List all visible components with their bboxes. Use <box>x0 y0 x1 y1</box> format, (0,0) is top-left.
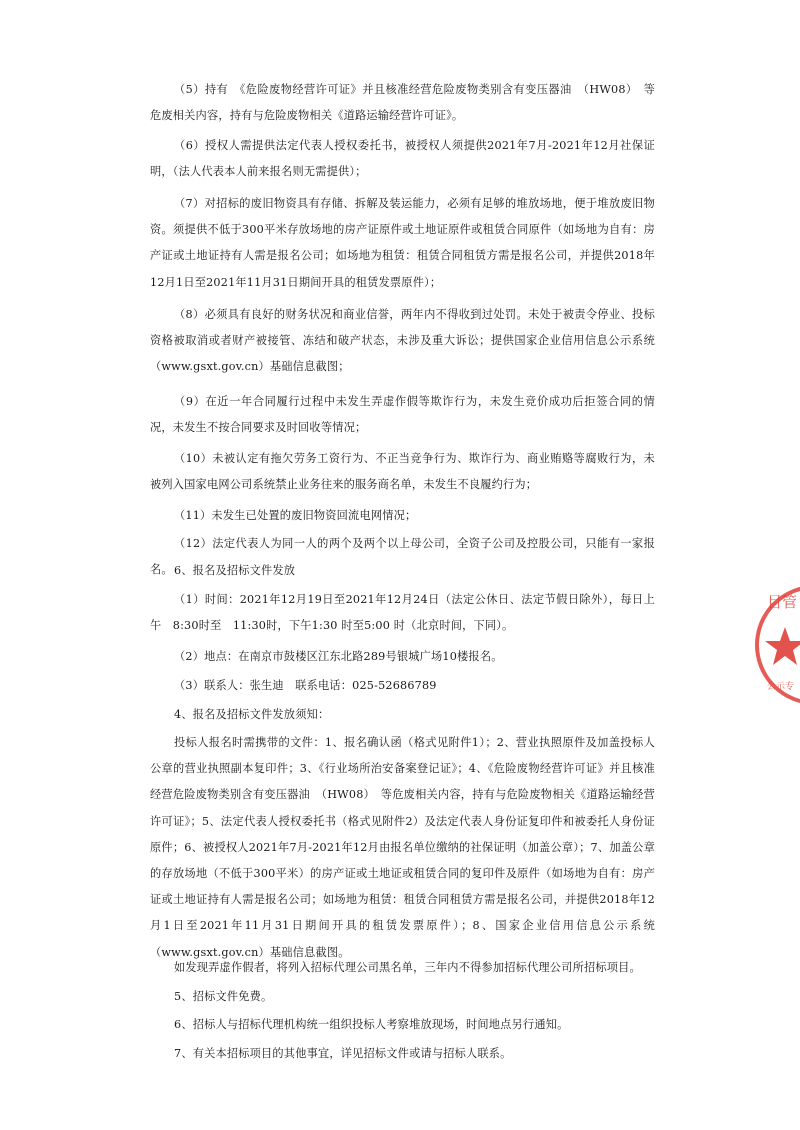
blacklist-notice: 如发现弄虚作假者，将列入招标代理公司黑名单，三年内不得参加招标代理公司所招标项目。 <box>174 961 641 974</box>
section-free-documents: 5、招标文件免费。 <box>174 990 273 1003</box>
seal-text-bottom: 公示专 <box>767 682 795 692</box>
paragraph-item-7: （7）对招标的废旧物资具有存储、拆解及装运能力，必须有足够的堆放场地，便于堆放废旧物资。须提供不低于300平米存放场地的房产证原件或土地证原件或租赁合同原件（如场地为自有：房产证或土地证持有人需是报名公司；如场地为租赁：租赁合同租赁方需是报名公司，并提供2018年12月1日至2021年11月31日期间开具的租赁发票原件）； <box>150 197 655 289</box>
paragraph-item-11: （11）未发生已处置的废旧物资回流电网情况； <box>174 509 417 522</box>
paragraph-item-6: （6）授权人需提供法定代表人授权委托书，被授权人须提供2021年7月-2021年12月社保证明，（法人代表本人前来报名则无需提供）； <box>150 139 655 179</box>
section-other-matters: 7、有关本招标项目的其他事宜，详见招标文件或请与招标人联系。 <box>174 1047 512 1060</box>
paragraph-item-8: （8）必须具有良好的财务状况和商业信誉，两年内不得收到过处罚。未处于被责令停业、投标资格被取消或者财产被接管、冻结和破产状态，未涉及重大诉讼；提供国家企业信用信息公示系统（www.gsxt.gov.cn）基础信息截图； <box>150 308 655 374</box>
registration-contact: （3）联系人：张生迪 联系电话：025-52686789 <box>174 679 437 692</box>
section-heading-registration: 6、报名及招标文件发放 <box>174 564 296 577</box>
seal-text-top: 目管 <box>767 593 798 611</box>
seal-star-icon <box>765 627 800 665</box>
paragraph-item-9: （9）在近一年合同履行过程中未发生弄虚作假等欺诈行为，未发生竞价成功后拒签合同的情况，未发生不按合同要求及时回收等情况； <box>150 395 655 435</box>
section-heading-instructions: 4、报名及招标文件发放须知： <box>174 708 330 721</box>
paragraph-item-5: （5）持有 《危险废物经营许可证》并且核准经营危险废物类别含有变压器油 （HW08） 等危废相关内容，持有与危险废物相关《道路运输经营许可证》。 <box>150 83 655 123</box>
seal-graphic <box>745 575 800 715</box>
registration-location: （2）地点：在南京市鼓楼区江东北路289号银城广场10楼报名。 <box>174 650 503 663</box>
required-documents-paragraph: 投标人报名时需携带的文件：1、报名确认函（格式见附件1）；2、营业执照原件及加盖投标人公章的营业执照副本复印件；3、《行业场所治安备案登记证》；4、《危险废物经营许可证》并且核准经营危险废物类别含有变压器油 （HW08） 等危废相关内容，持有与危险废物相关《道路运输经营许可证》；5、法定代表人授权委托书（格式见附件2）及法定代表人身份证复印件和被委托人身份证原件；6、被授权人2021年7月-2021年12月由报名单位缴纳的社保证明（加盖公章）；7、加盖公章的存放场地（不低于300平米）的房产证或土地证或租赁合同的复印件及原件（如场地为自有：房产证或土地证持有人需是报名公司；如场地为租赁：租赁合同租赁方需是报名公司，并提供2018年12月1日至2021年11月31日期间开具的租赁发票原件）；8、国家企业信用信息公示系统（www.gsxt.gov.cn）基础信息截图。 <box>150 736 655 959</box>
paragraph-item-10: （10）未被认定有拖欠劳务工资行为、不正当竞争行为、欺诈行为、商业贿赂等腐败行为，未被列入国家电网公司系统禁止业务往来的服务商名单，未发生不良履约行为； <box>150 452 655 492</box>
registration-time: （1）时间：2021年12月19日至2021年12月24日（法定公休日、法定节假日除外），每日上午 8:30时至 11:30时，下午1:30 时至5:00 时（北京时间，下同）。 <box>150 593 655 633</box>
section-site-inspection: 6、招标人与招标代理机构统一组织投标人考察堆放现场，时间地点另行通知。 <box>174 1018 569 1031</box>
paragraph-item-12: （12）法定代表人为同一人的两个及两个以上母公司，全资子公司及控股公司，只能有一家报名。 <box>150 537 655 577</box>
official-seal-stamp <box>745 575 800 715</box>
